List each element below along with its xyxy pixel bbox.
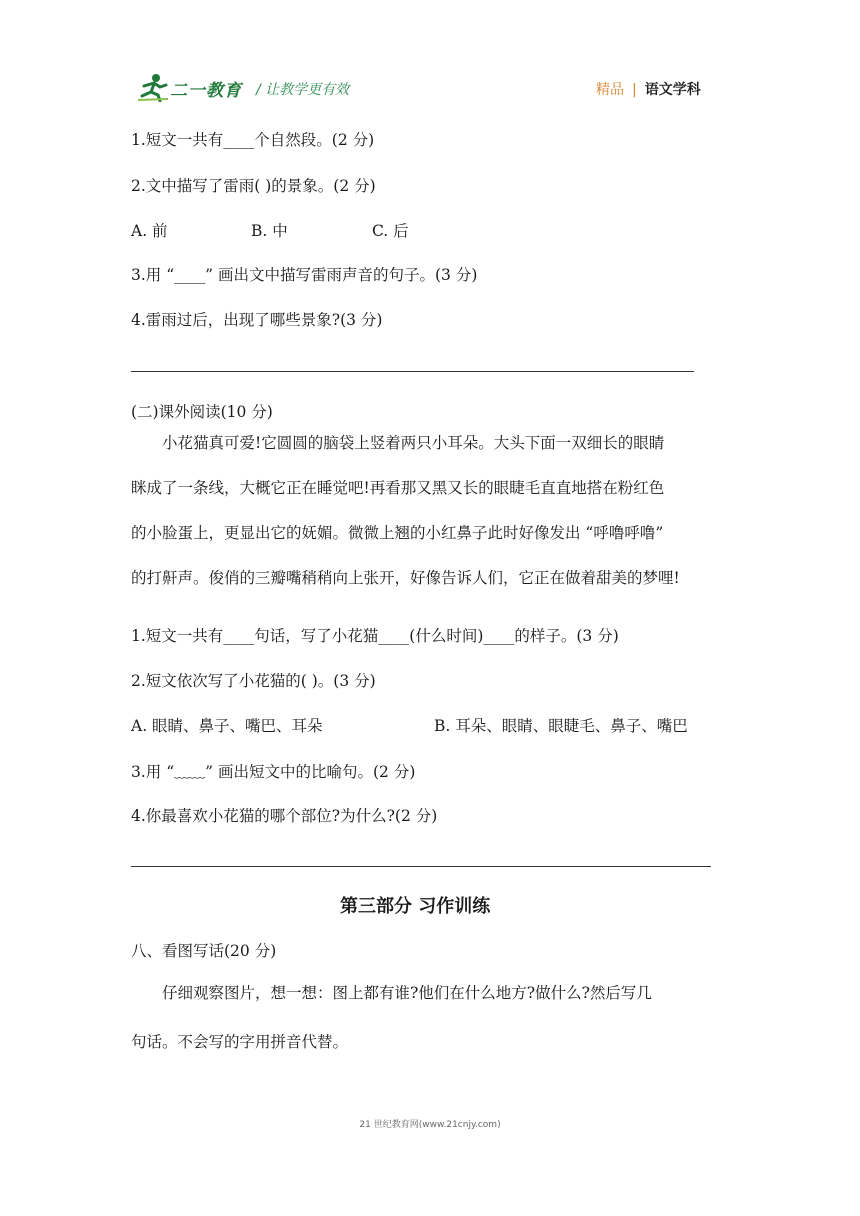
s1-option-b: B. 中	[251, 222, 288, 240]
brand-subject: 语文学科	[644, 82, 701, 98]
s1-option-c: C. 后	[372, 222, 409, 240]
header-slogan: / 让教学更有效	[256, 82, 350, 98]
s1-question-4: 4.雷雨过后，出现了哪些景象?(3 分)	[131, 311, 383, 329]
s1-question-2: 2.文中描写了雷雨( )的景象。(2 分)	[131, 177, 376, 195]
s2-option-b: B. 耳朵、眼睛、眼睫毛、鼻子、嘴巴	[434, 717, 688, 735]
part3-subtitle: 八、看图写话(20 分)	[131, 942, 277, 960]
part3-instruction	[131, 969, 731, 1067]
answer-line-1	[131, 371, 694, 372]
s1-option-a: A. 前	[131, 222, 168, 240]
page-footer: 21 世纪教育网(www.21cnjy.com)	[359, 1120, 501, 1130]
header-brand	[596, 79, 701, 99]
s1-question-3: 3.用 “____” 画出文中描写雷雨声音的句子。(3 分)	[131, 266, 478, 284]
s2-question-3: 3.用 “﹏﹏” 画出短文中的比喻句。(2 分)	[131, 763, 416, 781]
logo-text: 二一教育	[170, 81, 242, 101]
instruction-line-1: 仔细观察图片，想一想：图上都有谁?他们在什么地方?做什么?然后写几	[162, 984, 652, 1002]
passage-line-2: 眯成了一条线，大概它正在睡觉吧!再看那又黑又长的眼睫毛直直地搭在粉红色	[131, 479, 665, 497]
s2-passage	[131, 421, 731, 601]
answer-line-2	[131, 866, 711, 867]
s2-question-4: 4.你最喜欢小花猫的哪个部位?为什么?(2 分)	[131, 807, 438, 825]
passage-line-4: 的打鼾声。俊俏的三瓣嘴稍稍向上张开，好像告诉人们，它正在做着甜美的梦哩!	[131, 569, 680, 587]
s2-question-2: 2.短文依次写了小花猫的( )。(3 分)	[131, 672, 376, 690]
s2-title: (二)课外阅读(10 分)	[131, 403, 273, 421]
runner-logo-icon	[136, 72, 170, 102]
logo	[136, 72, 248, 102]
s2-option-a: A. 眼睛、鼻子、嘴巴、耳朵	[131, 717, 323, 735]
passage-line-1: 小花猫真可爱!它圆圆的脑袋上竖着两只小耳朵。大头下面一双细长的眼睛	[162, 434, 665, 452]
brand-separator: |	[632, 82, 637, 98]
s1-question-1: 1.短文一共有____个自然段。(2 分)	[131, 131, 375, 149]
passage-line-3: 的小脸蛋上，更显出它的妩媚。微微上翘的小红鼻子此时好像发出 “呼噜呼噜”	[131, 524, 664, 542]
instruction-line-2: 句话。不会写的字用拼音代替。	[131, 1033, 349, 1051]
part3-title: 第三部分 习作训练	[340, 896, 491, 917]
s2-question-1: 1.短文一共有____句话，写了小花猫____(什么时间)____的样子。(3 分)	[131, 627, 619, 645]
brand-quality: 精品	[596, 82, 624, 98]
